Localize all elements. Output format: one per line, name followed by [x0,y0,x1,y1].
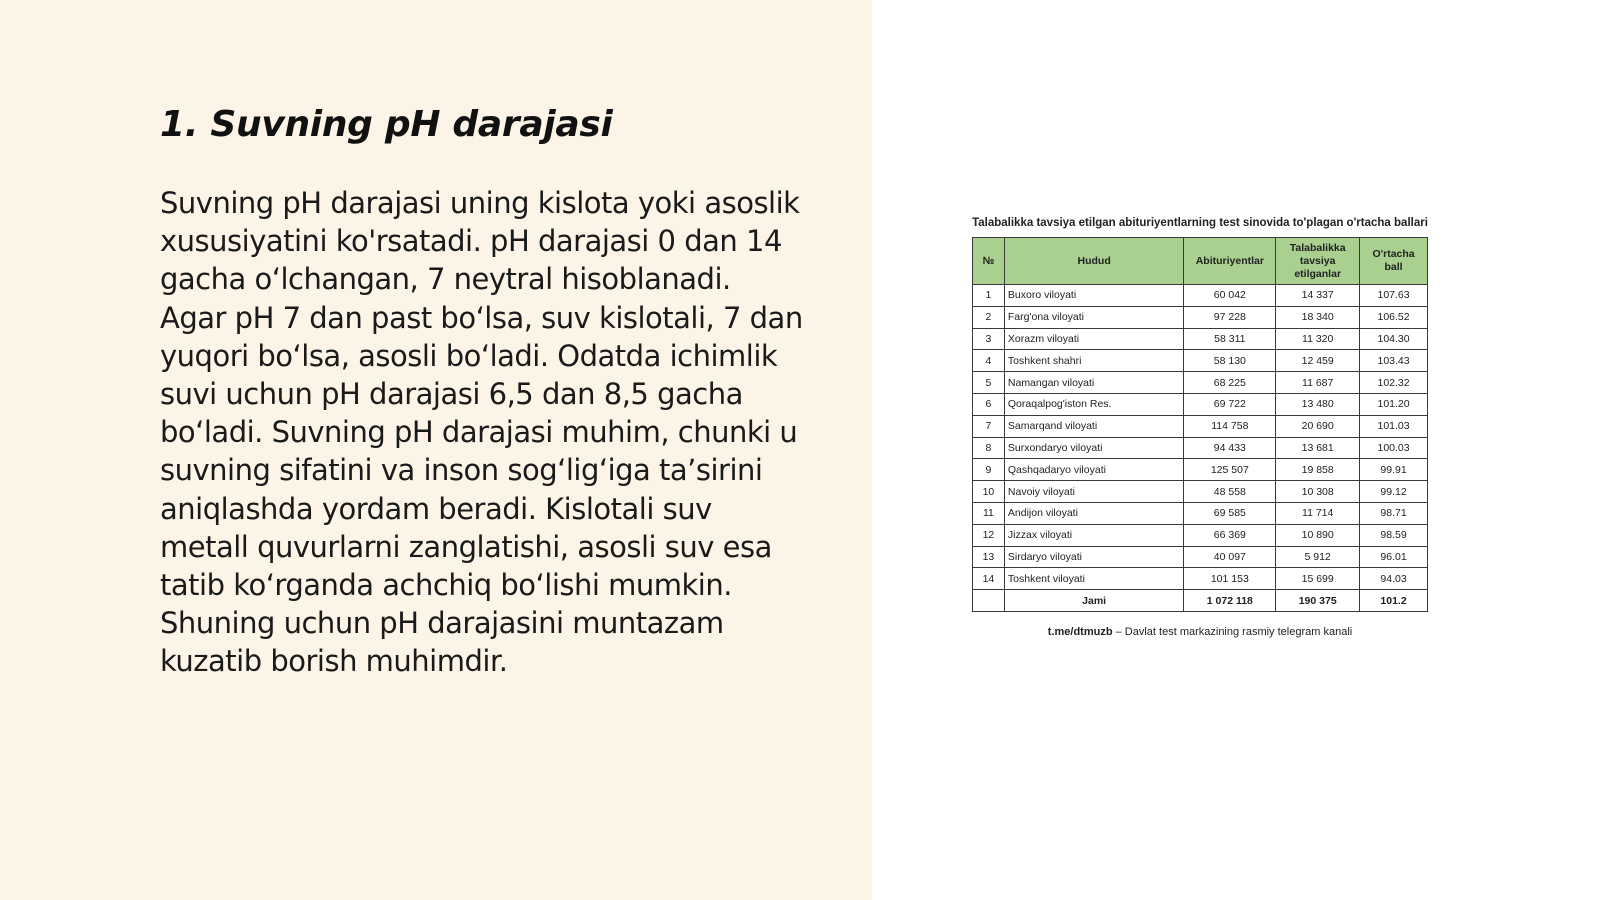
total-row [973,590,1428,612]
table-cell: 20 690 [1276,415,1360,437]
table-cell: 102.32 [1360,372,1428,394]
table-cell: 12 [973,524,1005,546]
table-cell: 125 507 [1184,459,1276,481]
table-cell: 11 [973,502,1005,524]
table-cell: 100.03 [1360,437,1428,459]
table-row [973,328,1428,350]
table-cell: 9 [973,459,1005,481]
table-cell: 101.20 [1360,393,1428,415]
body-line: gacha oʻlchangan, 7 neytral hisoblanadi. [160,262,731,297]
body-line: xususiyatini ko'rsatadi. pH darajasi 0 dan 14 [160,224,782,259]
column-header: Hudud [1004,238,1184,285]
body-line: suvi uchun pH darajasi 6,5 dan 8,5 gacha [160,377,743,412]
table-footer [972,626,1428,638]
table-row [973,502,1428,524]
table-row [973,285,1428,307]
table-cell: 7 [973,415,1005,437]
table-cell: 10 308 [1276,481,1360,503]
total-cell: 190 375 [1276,590,1360,612]
table-row [973,568,1428,590]
table-cell: 13 480 [1276,393,1360,415]
table-row [973,546,1428,568]
region-cell: Surxondaryo viloyati [1004,437,1184,459]
table-row [973,524,1428,546]
table-cell: 107.63 [1360,285,1428,307]
column-header: № [973,238,1005,285]
region-cell: Buxoro viloyati [1004,285,1184,307]
table-cell: 58 130 [1184,350,1276,372]
region-cell: Jizzax viloyati [1004,524,1184,546]
region-cell: Xorazm viloyati [1004,328,1184,350]
table-cell: 12 459 [1276,350,1360,372]
table-cell: 11 687 [1276,372,1360,394]
table-cell: 98.71 [1360,502,1428,524]
table-cell: 18 340 [1276,306,1360,328]
table-cell: 99.91 [1360,459,1428,481]
table-cell: 106.52 [1360,306,1428,328]
region-cell: Farg'ona viloyati [1004,306,1184,328]
region-cell: Qoraqalpog'iston Res. [1004,393,1184,415]
table-cell: 2 [973,306,1005,328]
table-cell: 104.30 [1360,328,1428,350]
table-cell: 98.59 [1360,524,1428,546]
body-line: Agar pH 7 dan past boʻlsa, suv kislotali, 7 dan [160,300,803,335]
region-cell: Namangan viloyati [1004,372,1184,394]
table-cell: 8 [973,437,1005,459]
region-cell: Samarqand viloyati [1004,415,1184,437]
table-cell: 5 [973,372,1005,394]
table-cell: 96.01 [1360,546,1428,568]
table-row [973,306,1428,328]
column-header: Abituriyentlar [1184,238,1276,285]
table-cell: 94.03 [1360,568,1428,590]
table-cell: 4 [973,350,1005,372]
table-cell: 10 890 [1276,524,1360,546]
table-caption: Talabalikka tavsiya etilgan abituriyentlarning test sinovida to'plagan o'rtacha ballari [972,217,1428,229]
body-line: aniqlashda yordam beradi. Kislotali suv [160,491,712,526]
table-cell: 101.03 [1360,415,1428,437]
table-cell: 19 858 [1276,459,1360,481]
table-cell: 15 699 [1276,568,1360,590]
table-cell: 68 225 [1184,372,1276,394]
table-cell: 103.43 [1360,350,1428,372]
table-cell: 13 [973,546,1005,568]
region-cell: Navoiy viloyati [1004,481,1184,503]
table-cell: 10 [973,481,1005,503]
body-line: tatib koʻrganda achchiq boʻlishi mumkin. [160,568,732,603]
telegram-link: t.me/dtmuzb [1047,625,1113,638]
table-cell: 101 153 [1184,568,1276,590]
body-line: Suvning pH darajasi uning kislota yoki asoslik [160,186,800,220]
table-cell: 99.12 [1360,481,1428,503]
body-line: yuqori boʻlsa, asosli boʻladi. Odatda ichimlik [160,338,778,373]
region-cell: Andijon viloyati [1004,502,1184,524]
table-row [973,459,1428,481]
table-cell: 11 714 [1276,502,1360,524]
table-cell: 3 [973,328,1005,350]
table-cell: 40 097 [1184,546,1276,568]
body-line: boʻladi. Suvning pH darajasi muhim, chunki u [160,415,798,450]
total-cell: 101.2 [1360,590,1428,612]
body-line: kuzatib borish muhimdir. [160,644,508,679]
table-cell: 94 433 [1184,437,1276,459]
table-row [973,350,1428,372]
results-table [972,237,1428,612]
table-cell: 60 042 [1184,285,1276,307]
region-cell: Sirdaryo viloyati [1004,546,1184,568]
table-cell: 1 [973,285,1005,307]
table-row [973,372,1428,394]
table-cell: 114 758 [1184,415,1276,437]
table-cell: 58 311 [1184,328,1276,350]
footer-description: – Davlat test markazining rasmiy telegram kanali [1112,625,1353,638]
body-line: suvning sifatini va inson sogʻligʻiga taʼsirini [160,453,763,488]
table-cell: 66 369 [1184,524,1276,546]
slide-body-text [160,184,860,681]
region-cell: Toshkent viloyati [1004,568,1184,590]
region-cell: Qashqadaryo viloyati [1004,459,1184,481]
table-cell: 48 558 [1184,481,1276,503]
slide-title: 1. Suvning pH darajasi [160,104,613,145]
body-line: Shuning uchun pH darajasini muntazam [160,606,724,641]
table-row [973,415,1428,437]
table-cell: 5 912 [1276,546,1360,568]
table-header-row [973,238,1428,285]
table-cell: 13 681 [1276,437,1360,459]
region-cell: Toshkent shahri [1004,350,1184,372]
column-header: O'rtacha ball [1360,238,1428,285]
total-cell: Jami [1004,590,1184,612]
table-cell: 14 [973,568,1005,590]
table-row [973,393,1428,415]
table-row [973,481,1428,503]
table-cell: 6 [973,393,1005,415]
total-cell: 1 072 118 [1184,590,1276,612]
table-row [973,437,1428,459]
column-header: Talabalikka tavsiya etilganlar [1276,238,1360,285]
table-cell: 97 228 [1184,306,1276,328]
total-cell [973,590,1005,612]
table-cell: 69 585 [1184,502,1276,524]
table-cell: 14 337 [1276,285,1360,307]
table-cell: 69 722 [1184,393,1276,415]
table-figure [972,216,1428,638]
table-cell: 11 320 [1276,328,1360,350]
body-line: metall quvurlarni zanglatishi, asosli suv esa [160,529,772,564]
